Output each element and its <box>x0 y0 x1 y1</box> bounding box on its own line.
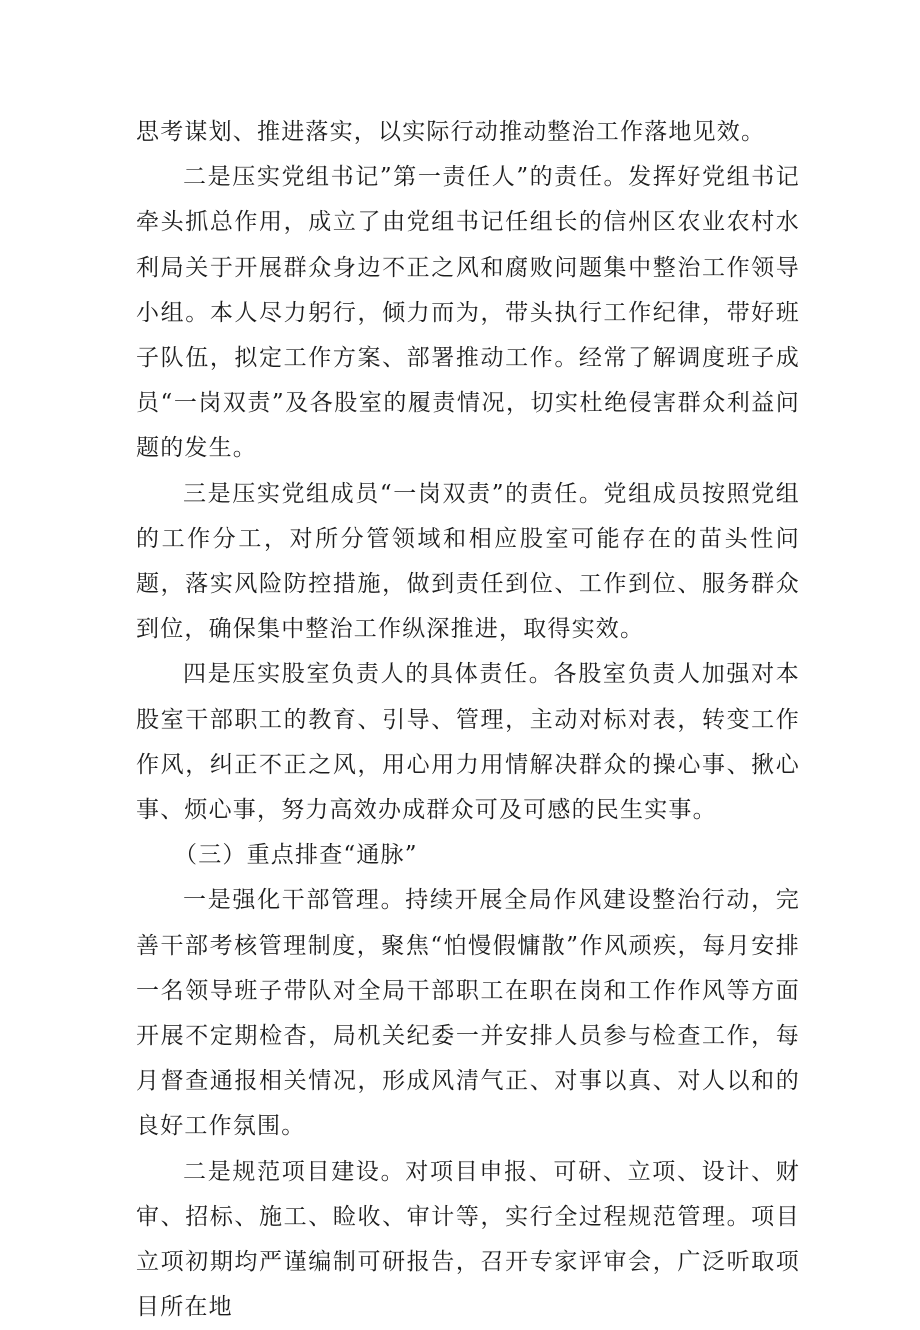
paragraph-project-construction: 二是规范项目建设。对项目申报、可研、立项、设计、财审、招标、施工、睑收、审计等，实行全过程规范管理。项目立项初期均严谨编制可研报告，召开专家评审会，广泛听取项目所在地 <box>136 1158 800 1321</box>
paragraph-cadre-management: 一是强化干部管理。持续开展全局作风建设整治行动，完善干部考核管理制度，聚焦“怕慢假慵散”作风顽疾，每月安排一名领导班子带队对全局干部职工在职在岗和工作作风等方面开展不定期检杳，局机关纪委一并安排人员参与检查工作，每月督查通报相关情况，形成风清气正、对事以真、对人以和的良好工作氛围。 <box>136 887 800 1140</box>
section-heading: （三）重点排查“通脉” <box>174 842 418 869</box>
paragraph-party-secretary-responsibility: 二是压实党组书记”第一责任人”的责任。发挥好党组书记牵头抓总作用，成立了由党组书记任组长的信州区农业农村水利局关于开展群众身边不正之风和腐败问题集中整治工作领导小组。本人尽力躬行，倾力而为，带头执行工作纪律，带好班子队伍，拟定工作方案、部署推动工作。经常了解调度班子成员“一岗双责”及各股室的履责情况，切实杜绝侵害群众利益问题的发生。 <box>136 164 800 462</box>
paragraph-section-heads-responsibility: 四是压实股室负责人的具体责任。各股室负责人加强对本股室干部职工的教育、引导、管理，主动对标对表，转变工作作风，纠正不正之风，用心用力用情解决群众的操心事、揪心事、烦心事，努力高效办成群众可及可感的民生实事。 <box>136 661 800 824</box>
paragraph-continuation: 思考谋划、推进落实，以实际行动推动整治工作落地见效。 <box>136 119 766 145</box>
paragraph-party-members-responsibility: 三是压实党组成员“一岗双责”的责任。党组成员按照党组的工作分工，对所分管领域和相应股室可能存在的苗头性问题，落实风险防控措施，做到责任到位、工作到位、服务群众到位，确保集中整治工作纵深推进，取得实效。 <box>136 480 800 643</box>
document-body <box>136 110 800 1330</box>
